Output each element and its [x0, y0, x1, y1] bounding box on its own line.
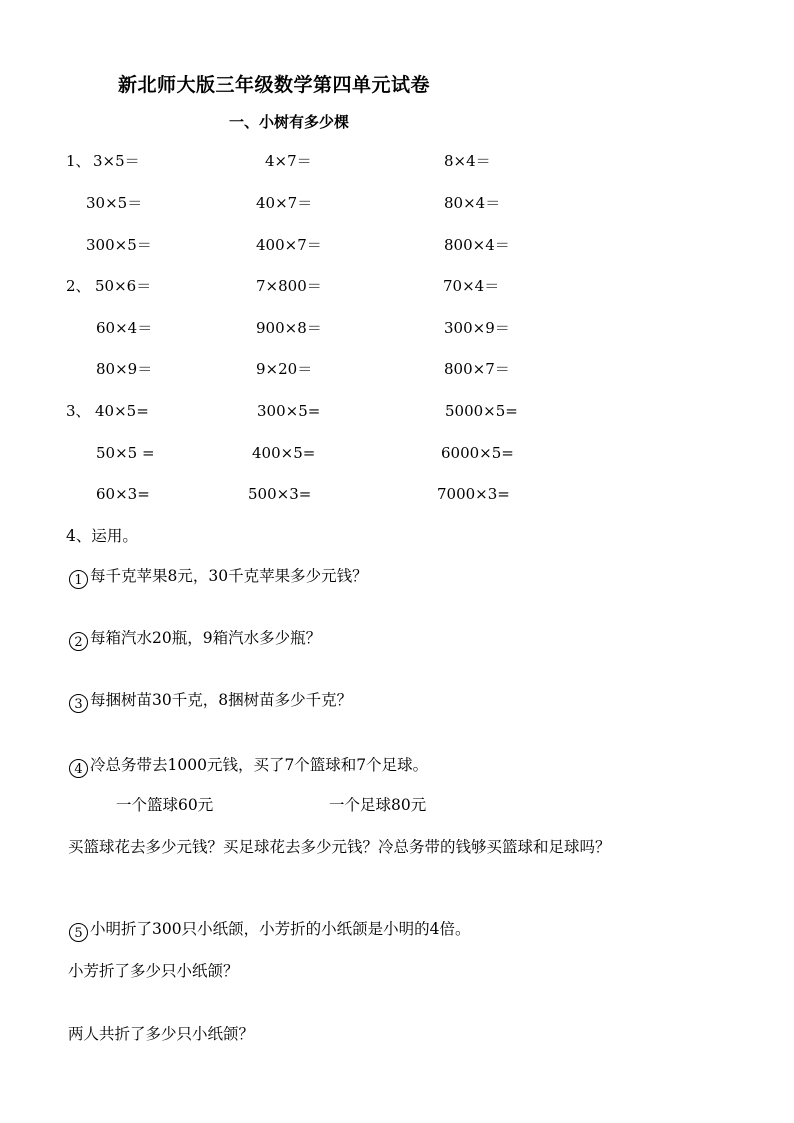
price-football: 一个足球80元 — [329, 796, 427, 814]
word-problem-3 — [69, 693, 352, 713]
calc-item: 5000×5= — [445, 402, 518, 420]
question-1-label: 1、 — [66, 152, 91, 170]
page-title: 新北师大版三年级数学第四单元试卷 — [118, 74, 431, 96]
word-problem-4-question: 买篮球花去多少元钱？买足球花去多少元钱？冷总务带的钱够买篮球和足球吗？ — [68, 838, 611, 856]
calc-item: 4×7＝ — [265, 152, 312, 170]
word-problem-4 — [69, 758, 428, 778]
word-problem-text: 每箱汽水20瓶，9箱汽水多少瓶？ — [90, 629, 322, 647]
circled-number: 1 — [69, 570, 88, 589]
question-3-label: 3、 — [66, 402, 91, 420]
word-problem-text: 每千克苹果8元，30千克苹果多少元钱？ — [90, 567, 368, 585]
word-problem-text: 冷总务带去1000元钱，买了7个篮球和7个足球。 — [90, 756, 429, 774]
calc-item: 300×9＝ — [444, 319, 510, 337]
word-problem-text: 每捆树苗30千克，8捆树苗多少千克？ — [90, 691, 353, 709]
calc-item: 800×7＝ — [444, 360, 510, 378]
calc-item: 7×800＝ — [256, 277, 322, 295]
calc-item: 9×20＝ — [256, 360, 313, 378]
calc-item: 40×5= — [95, 402, 149, 420]
calc-item: 3×5＝ — [93, 152, 140, 170]
calc-item: 70×4＝ — [443, 277, 500, 295]
circled-number: 2 — [69, 632, 88, 651]
word-problem-5-question-1: 小芳折了多少只小纸颌？ — [68, 962, 239, 980]
calc-item: 40×7＝ — [256, 194, 313, 212]
calc-item: 80×4＝ — [444, 194, 501, 212]
calc-item: 400×7＝ — [256, 236, 322, 254]
calc-item: 60×3= — [96, 485, 150, 503]
word-problem-2 — [69, 631, 321, 651]
circled-number: 5 — [69, 923, 88, 942]
calc-item: 7000×3= — [437, 485, 510, 503]
word-problem-5 — [69, 922, 470, 942]
calc-item: 30×5＝ — [86, 194, 143, 212]
calc-item: 6000×5= — [441, 444, 514, 462]
price-basketball: 一个篮球60元 — [116, 796, 214, 814]
calc-item: 400×5= — [252, 444, 316, 462]
calc-item: 300×5= — [257, 402, 321, 420]
question-4-label: 4、运用。 — [66, 527, 138, 545]
calc-item: 50×6＝ — [95, 277, 152, 295]
calc-item: 800×4＝ — [444, 236, 510, 254]
calc-item: 900×8＝ — [256, 319, 322, 337]
calc-item: 300×5＝ — [86, 236, 152, 254]
question-2-label: 2、 — [66, 277, 91, 295]
calc-item: 500×3= — [248, 485, 312, 503]
section-heading: 一、小树有多少棵 — [229, 113, 350, 131]
word-problem-text: 小明折了300只小纸颌，小芳折的小纸颌是小明的4倍。 — [90, 920, 471, 938]
word-problem-1 — [69, 569, 368, 589]
circled-number: 4 — [69, 759, 88, 778]
calc-item: 50×5 = — [96, 444, 155, 462]
word-problem-5-question-2: 两人共折了多少只小纸颌？ — [68, 1025, 255, 1043]
calc-item: 80×9＝ — [96, 360, 153, 378]
circled-number: 3 — [69, 694, 88, 713]
calc-item: 60×4＝ — [96, 319, 153, 337]
calc-item: 8×4＝ — [444, 152, 491, 170]
